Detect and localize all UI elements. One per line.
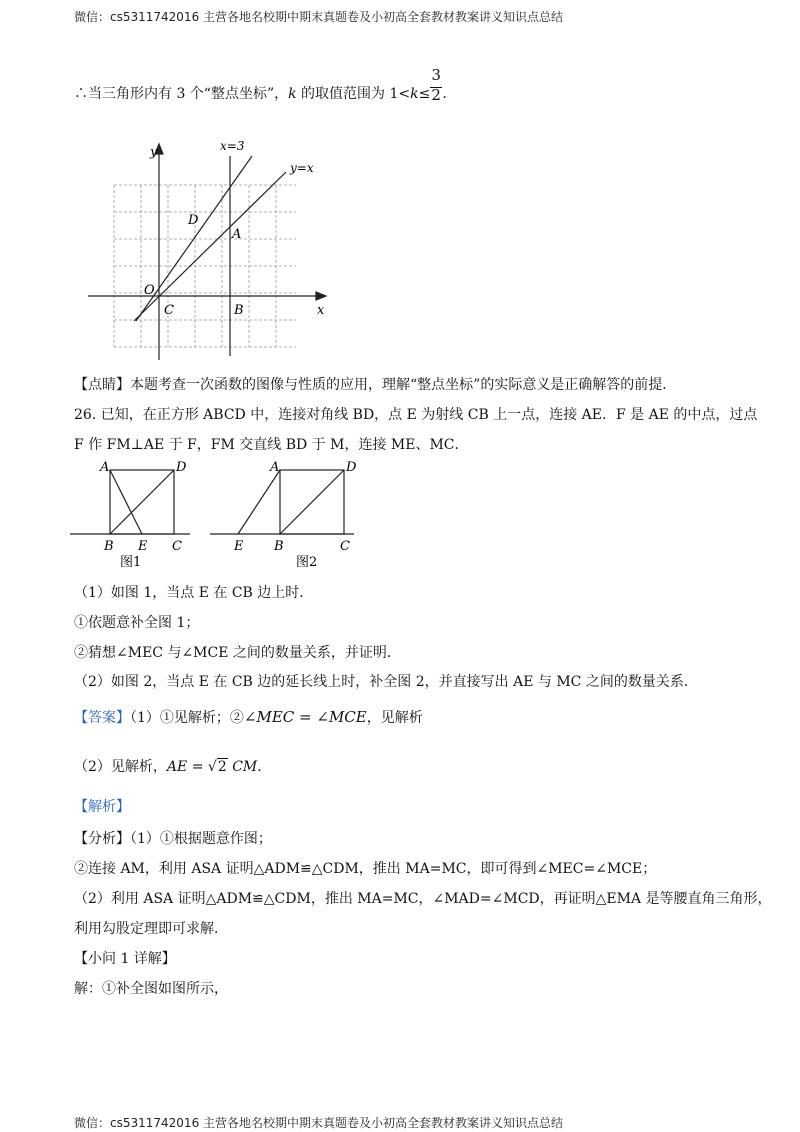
fig1-c-label: C <box>172 539 182 554</box>
conclusion-middle: 的取值范围为 1< <box>296 86 411 102</box>
point-c-label: C <box>164 303 174 318</box>
fraction-denominator: 2 <box>431 86 441 104</box>
fig1-e-label: E <box>138 539 148 554</box>
line-x3-label: x=3 <box>220 139 245 153</box>
le-sign: ≤ <box>418 86 431 102</box>
axis-x-label: x <box>317 303 325 318</box>
point-d-label: D <box>188 213 199 228</box>
point-o-label: O <box>144 283 155 298</box>
answer-text-1: （1）①见解析；② <box>130 710 244 726</box>
point-b-label: B <box>234 303 244 318</box>
fig2-a-label: A <box>270 460 280 475</box>
answer2-cm: CM. <box>227 759 262 775</box>
answer2-eq: = <box>187 759 208 775</box>
fenxi-line-3: （2）利用 ASA 证明△ADM≌△CDM，推出 MA=MC，∠MAD=∠MCD，再证明△EMA 是等腰直角三角形， <box>74 891 772 907</box>
question-1b: ②猜想∠MEC 与∠MCE 之间的数量关系，并证明． <box>74 645 401 661</box>
question-2: （2）如图 2，当点 E 在 CB 边的延长线上时，补全图 2，并直接写出 AE 与 MC 之间的数量关系． <box>74 674 698 690</box>
answer-line <box>74 707 423 727</box>
page-footer: 微信：cs5311742016 主营各地名校期中期末真题卷及小初高全套教材教案讲义知识点总结 <box>74 1116 564 1130</box>
fig1-caption: 图1 <box>120 555 142 570</box>
answer2-ae: AE <box>166 759 188 775</box>
problem-line-2: F 作 FM⊥AE 于 F，FM 交直线 BD 于 M，连接 ME、MC． <box>74 437 469 453</box>
fig1-d-label: D <box>176 460 187 475</box>
conclusion-line <box>74 66 447 106</box>
coordinate-graph <box>80 128 340 368</box>
line-yx-label: y=x <box>290 161 314 175</box>
fig1-b-label: B <box>104 539 114 554</box>
problem-line-1: 26. 已知，在正方形 ABCD 中，连接对角线 BD，点 E 为射线 CB 上一点，连接 AE．F 是 AE 的中点，过点 <box>74 407 758 423</box>
solution-line: 解：①补全图如图所示， <box>74 981 228 997</box>
fenxi-line-2: ②连接 AM，利用 ASA 证明△ADM≌△CDM，推出 MA=MC，即可得到∠MEC=∠MCE； <box>74 861 657 877</box>
question-1: （1）如图 1，当点 E 在 CB 边上时． <box>74 585 314 601</box>
fig2-e-label: E <box>234 539 244 554</box>
answer-tag: 【答案】 <box>74 710 130 726</box>
answer-formula: ∠MEC = ∠MCE <box>243 708 367 726</box>
axis-y-label: y <box>150 145 158 160</box>
fig1-a-label: A <box>100 460 110 475</box>
figure-2 <box>206 458 366 570</box>
point-a-label: A <box>232 227 242 242</box>
answer2-prefix: （2）见解析， <box>74 759 167 775</box>
fenxi-line-4: 利用勾股定理即可求解． <box>74 921 228 937</box>
var-k: k <box>288 86 297 102</box>
var-k2: k <box>410 86 419 102</box>
conclusion-end: . <box>442 86 447 102</box>
answer-2-line <box>74 756 262 776</box>
question-1a: ①依题意补全图 1； <box>74 615 200 631</box>
page-header: 微信：cs5311742016 主营各地名校期中期末真题卷及小初高全套教材教案讲义知识点总结 <box>74 10 564 24</box>
fig2-caption: 图2 <box>296 555 318 570</box>
figure-1 <box>70 458 200 570</box>
fraction <box>430 66 442 106</box>
fig2-b-label: B <box>274 539 284 554</box>
analysis-tag: 【解析】 <box>74 799 130 815</box>
answer-text-2: ，见解析 <box>366 710 423 726</box>
conclusion-prefix: ∴当三角形内有 3 个“整点坐标”， <box>74 86 289 102</box>
fig2-d-label: D <box>346 460 357 475</box>
fraction-numerator: 3 <box>431 66 441 84</box>
dianjing-line: 【点睛】本题考查一次函数的图像与性质的应用，理解“整点坐标”的实际意义是正确解答的前提． <box>74 377 677 393</box>
xiaowen-heading: 【小问 1 详解】 <box>74 951 176 967</box>
sqrt-sign: √ <box>207 759 217 775</box>
answer2-root: 2 <box>217 759 227 775</box>
fig2-c-label: C <box>340 539 350 554</box>
fenxi-line-1: 【分析】（1）①根据题意作图； <box>74 831 272 847</box>
